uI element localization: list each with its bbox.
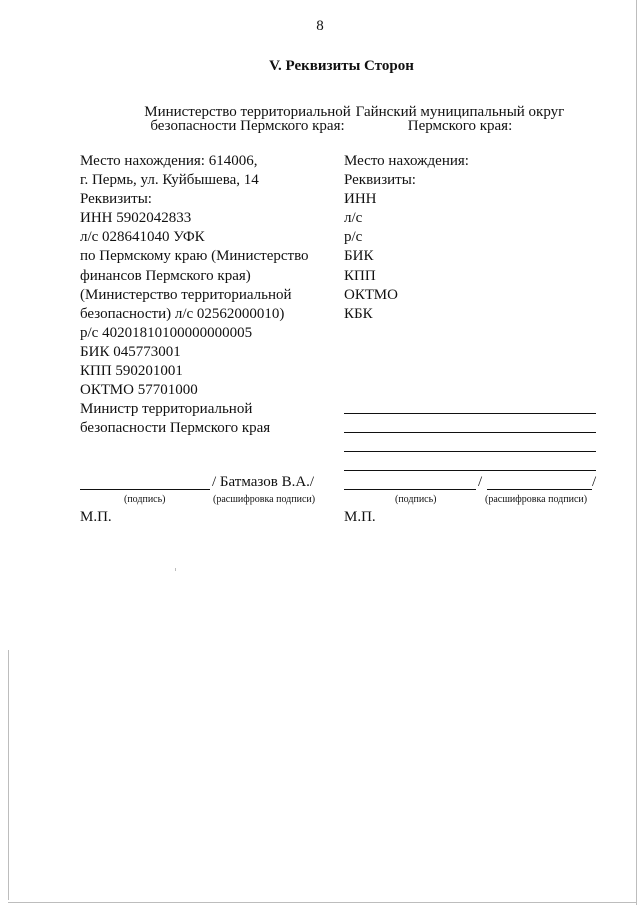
left-detail-line: по Пермскому краю (Министерство [80,248,309,265]
left-signature-name: / Батмазов В.А./ [212,474,315,490]
left-detail-line: финансов Пермского края) [80,267,251,284]
section-title: V. Реквизиты Сторон [269,58,414,74]
left-party-details [80,152,340,438]
right-detail-line: р/с [344,229,363,246]
left-detail-line: Реквизиты: [80,191,152,208]
right-detail-line: ИНН [344,191,377,208]
right-blank-line [344,413,596,414]
right-signature-separator: / [478,474,483,490]
right-detail-line: Реквизиты: [344,172,416,189]
right-detail-line: БИК [344,248,374,265]
scan-edge-bottom [8,902,636,903]
left-detail-line: КПП 590201001 [80,363,183,380]
scan-edge-right [636,0,637,905]
left-heading-line: Министерство территориальной [144,104,351,120]
left-caption-sign: (подпись) [124,494,166,505]
right-party-details [344,152,594,324]
left-caption-decode: (расшифровка подписи) [213,494,316,505]
left-detail-line: ИНН 5902042833 [80,210,192,227]
right-detail-line: ОКТМО [344,286,398,303]
left-stamp-mark: М.П. [80,509,112,525]
left-detail-line: безопасности Пермского края [80,420,271,437]
right-detail-line: л/с [344,210,363,227]
right-signature-end: / [592,474,597,490]
right-blank-line [344,470,596,471]
left-heading-line: безопасности Пермского края: [150,118,345,134]
left-detail-line: (Министерство территориальной [80,286,292,303]
right-heading-line: Пермского края: [407,118,513,134]
left-detail-line: л/с 028641040 УФК [80,229,205,246]
right-caption-sign: (подпись) [395,494,437,505]
right-blank-line [344,432,596,433]
left-detail-line: г. Пермь, ул. Куйбышева, 14 [80,172,259,189]
right-signature-line [344,489,476,490]
left-detail-line: Место нахождения: 614006, [80,153,258,169]
page-number: 8 [316,18,324,34]
scan-edge-left-mark [8,650,9,900]
left-detail-line: безопасности) л/с 02562000010) [80,305,285,322]
left-detail-line: ОКТМО 57701000 [80,382,198,399]
right-detail-line: КПП [344,267,376,284]
left-detail-line: Министр территориальной [80,401,253,418]
right-decode-line [487,489,592,490]
right-detail-line: Место нахождения: [344,153,469,169]
right-blank-line [344,451,596,452]
right-stamp-mark: М.П. [344,509,376,525]
right-party-heading [340,105,580,133]
scan-speck [175,568,176,571]
left-detail-line: БИК 045773001 [80,343,181,360]
left-detail-line: р/с 40201810100000000005 [80,324,253,341]
right-caption-decode: (расшифровка подписи) [485,494,588,505]
right-detail-line: КБК [344,305,373,322]
left-signature-line [80,489,210,490]
right-heading-line: Гайнский муниципальный округ [355,104,565,120]
